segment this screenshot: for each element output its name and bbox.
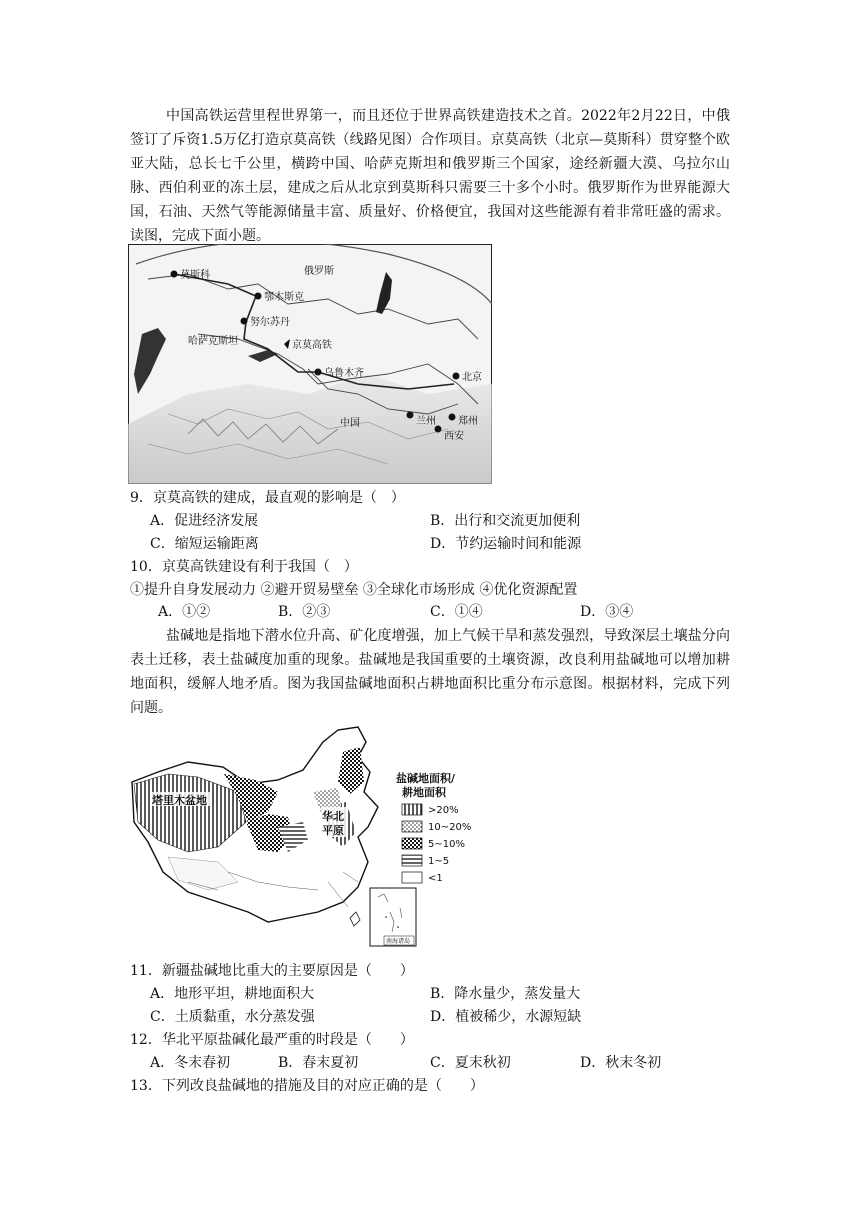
label-xian: 西安: [444, 431, 464, 442]
passage-saline: 盐碱地是指地下潜水位升高、矿化度增强，加上气候干旱和蒸发强烈，导致深层土壤盐分向表土迁移，表土盐碱度加重的现象。盐碱地是我国重要的土壤资源，改良利用盐碱地可以增加耕地面积，缓解人地矛盾。图为我国盐碱地面积占耕地面积比重分布示意图。根据材料，完成下列问题。: [130, 628, 730, 716]
label-china: 中国: [340, 418, 360, 429]
question-11-option-c: C．土质黏重，水分蒸发强: [150, 1009, 315, 1025]
legend-title-2: 耕地面积: [402, 786, 446, 799]
legend-title-1: 盐碱地面积/: [396, 772, 456, 785]
question-12-option-a: A．冬末春初: [150, 1055, 231, 1071]
question-11-option-a: A．地形平坦，耕地面积大: [150, 986, 315, 1002]
label-omsk: 鄂木斯克: [264, 292, 304, 303]
label-beijing: 北京: [462, 372, 482, 383]
railway-route-map: [128, 244, 492, 484]
question-10-option-c: C．①④: [430, 604, 483, 620]
passage-railway: 中国高铁运营里程世界第一，而且还位于世界高铁建造技术之首。2022年2月22日，中俄签订了斥资1.5万亿打造京莫高铁（线路见图）合作项目。京莫高铁（北京—莫斯科）贯穿整个欧亚大陆，总长七千公里，横跨中国、哈萨克斯坦和俄罗斯三个国家，途经新疆大漠、乌拉尔山脉、西伯利亚的冻土层，建成之后从北京到莫斯科只需要三十多个小时。俄罗斯作为世界能源大国，石油、天然气等能源储量丰富、质量好、价格便宜，我国对这些能源有着非常旺盛的需求。读图，完成下面小题。: [130, 108, 730, 244]
question-9-stem: 9．京莫高铁的建成，最直观的影响是（ ）: [130, 490, 405, 506]
label-zhengzhou: 郑州: [458, 416, 478, 427]
question-10-option-a: A．①②: [158, 604, 211, 620]
legend-item-5: <1: [428, 873, 443, 884]
question-9-option-c: C．缩短运输距离: [150, 536, 259, 552]
legend-item-4: 1~5: [428, 856, 450, 867]
question-11-option-d: D．植被稀少，水源短缺: [430, 1009, 582, 1025]
label-tarim: 塔里木盆地: [152, 794, 207, 807]
question-12-option-b: B．春末夏初: [278, 1055, 359, 1071]
question-10-items: ①提升自身发展动力 ②避开贸易壁垒 ③全球化市场形成 ④优化资源配置: [130, 582, 578, 598]
label-lanzhou: 兰州: [416, 416, 436, 427]
question-12-option-c: C．夏末秋初: [430, 1055, 511, 1071]
label-urumqi: 乌鲁木齐: [324, 368, 364, 379]
question-10-option-d: D．③④: [580, 604, 634, 620]
label-nursultan: 努尔苏丹: [250, 317, 290, 328]
question-12-stem: 12．华北平原盐碱化最严重的时段是（ ）: [130, 1032, 414, 1048]
label-inset: 南海诸岛: [386, 938, 411, 945]
question-13-stem: 13．下列改良盐碱地的措施及目的对应正确的是（ ）: [130, 1078, 484, 1094]
question-9-option-d: D．节约运输时间和能源: [430, 536, 582, 552]
label-moscow: 莫斯科: [180, 270, 210, 281]
label-huabei-1: 华北: [322, 810, 344, 823]
question-11-option-b: B．降水量少，蒸发量大: [430, 986, 581, 1002]
legend-item-1: >20%: [428, 805, 459, 816]
question-10-option-b: B．②③: [278, 604, 331, 620]
question-9-option-b: B．出行和交流更加便利: [430, 513, 581, 529]
question-12-option-d: D．秋末冬初: [580, 1055, 662, 1071]
legend-item-2: 10~20%: [428, 822, 472, 833]
question-9-option-a: A．促进经济发展: [150, 513, 259, 529]
question-10-stem: 10．京莫高铁建设有利于我国（ ）: [130, 559, 358, 575]
legend-item-3: 5~10%: [428, 839, 465, 850]
label-railway: 京莫高铁: [292, 340, 332, 351]
label-huabei-2: 平原: [322, 824, 344, 837]
saline-land-map: [128, 722, 478, 950]
label-russia: 俄罗斯: [304, 266, 334, 277]
question-11-stem: 11．新疆盐碱地比重大的主要原因是（ ）: [130, 963, 414, 979]
label-kazakhstan: 哈萨克斯坦: [188, 336, 238, 347]
